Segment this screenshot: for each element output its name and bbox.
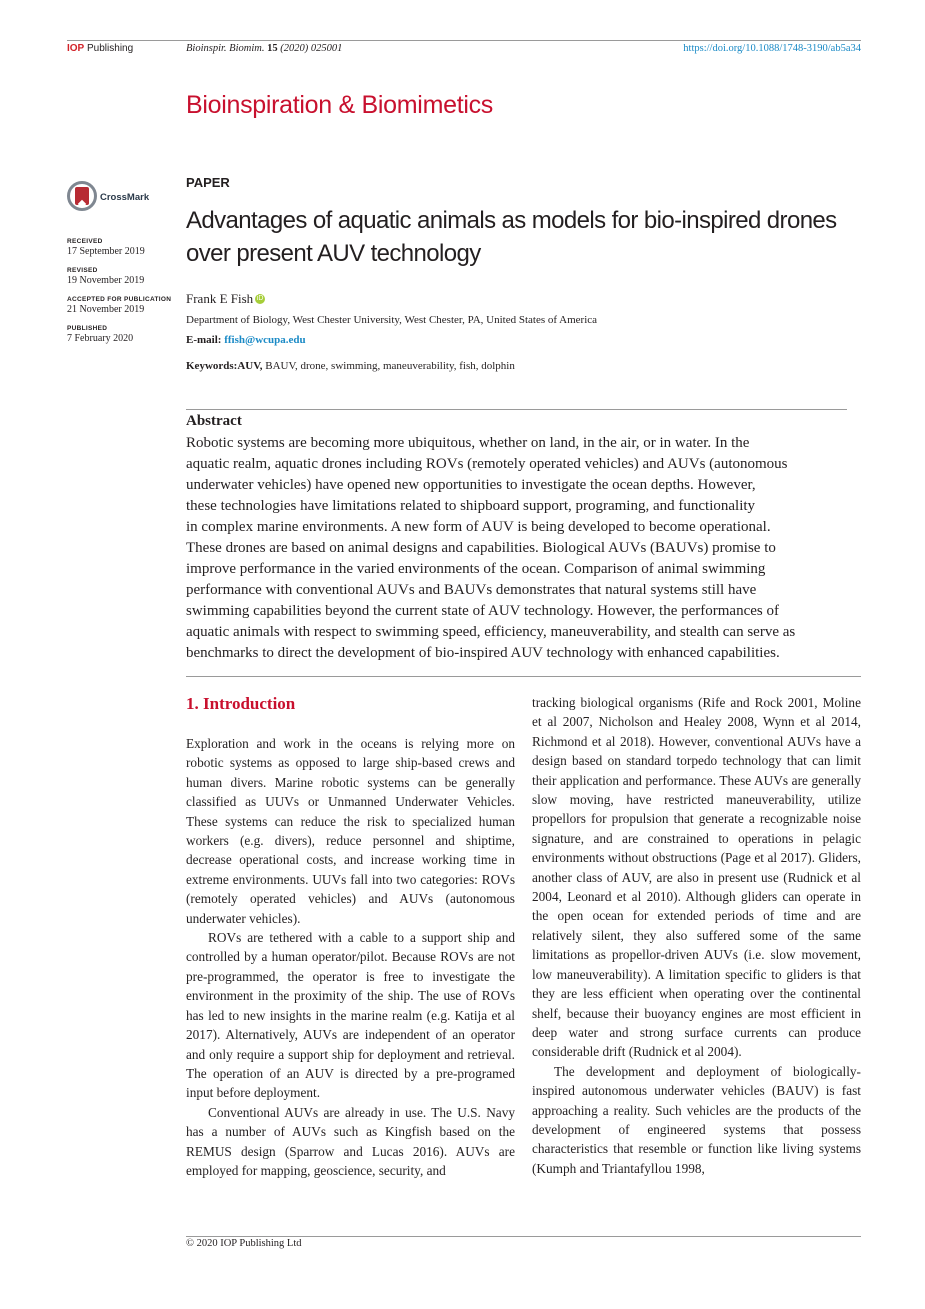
article-title: Advantages of aquatic animals as models for bio-inspired drones over present AUV technology (186, 207, 837, 267)
section-heading-introduction: 1. Introduction (186, 694, 296, 713)
publication-dates (67, 238, 177, 354)
keywords-list: BAUV, drone, swimming, maneuverability, fish, dolphin (262, 360, 515, 372)
body-column-left (186, 734, 515, 1180)
crossmark-badge[interactable] (67, 180, 150, 214)
crossmark-icon (67, 181, 97, 211)
journal-title[interactable]: Bioinspiration & Biomimetics (186, 91, 493, 119)
footer-rule (186, 1236, 861, 1237)
date-label-published: PUBLISHED (67, 325, 108, 332)
author-name: Frank E Fish (186, 291, 254, 306)
paragraph: Conventional AUVs are already in use. The U.S. Navy has a number of AUVs such as Kingfish based on the REMUS design (Sparrow and Lucas 2016). AUVs are employed for mapping, geoscience, security, and (186, 1104, 515, 1178)
abstract-line: performance with conventional AUVs and BAUVs demonstrates that natural systems still have (186, 582, 757, 598)
journal-abbrev: Bioinspir. Biomim. (186, 43, 265, 54)
author-line (186, 291, 265, 307)
abstract-line: aquatic realm, aquatic drones including ROVs (remotely operated vehicles) and AUVs (autonomous (186, 456, 788, 472)
abstract-body (186, 433, 861, 664)
abstract-line: These drones are based on animal designs and capabilities. Biological AUVs (BAUVs) promise to (186, 540, 776, 556)
orcid-icon[interactable]: iD (256, 295, 264, 302)
paragraph: tracking biological organisms (Rife and Rock 2001, Moline et al 2007, Nicholson and Healey 2008, Wynn et al 2014, Richmond et al 2018). However, conventional AUVs have a design based on standard torpedo technology that can limit their application and performance. These AUVs are generally slow moving, have restricted maneuverability, utilize propellors for propulsion that generate a recognizable noise signature, and are constrained to operations in pelagic environments without obstructions (Page et al 2017). Gliders, another class of AUV, are also in present use (Rudnick et al 2004, Leonard et al 2010). Although gliders can operate in the open ocean for extended periods of time and are relatively silent, they also suffered some of the same limitations as propellor-driven AUVs (i.e. slow movement, low maneuverability). A limitation specific to gliders is that they are less efficient when operating over the continental shelf, because their buoyancy engines are most efficient in deep water and strong surface currents can produce considerable drift (Rudnick et al 2004). (532, 695, 861, 1060)
date-value-accepted: 21 November 2019 (67, 304, 145, 315)
email-label: E-mail: (186, 334, 222, 346)
paragraph: The development and deployment of biologically-inspired autonomous underwater vehicles (BAUV) is fast approaching a reality. Such vehicles are the products of the development of engineered systems that possess characteristics that resemble or function like living systems (Kumph and Triantafyllou 1998, (532, 1063, 861, 1176)
body-column-right (532, 693, 861, 1178)
copyright: © 2020 IOP Publishing Ltd (186, 1238, 302, 1249)
date-value-published: 7 February 2020 (67, 333, 134, 344)
abstract-line: swimming capabilities beyond the current state of AUV technology. However, the performances of (186, 603, 779, 619)
keywords-label: Keywords: (186, 360, 238, 372)
abstract-line: underwater vehicles) have opened new opportunities to investigate the ocean depths. However, (186, 477, 756, 493)
date-label-accepted: ACCEPTED FOR PUBLICATION (67, 296, 172, 303)
abstract-line: these technologies have limitations related to shipboard support, programing, and functionality (186, 498, 756, 514)
journal-volume: 15 (267, 43, 278, 54)
journal-year-id: (2020) 025001 (280, 43, 343, 54)
email-line (186, 334, 306, 346)
abstract-line: aquatic animals with respect to swimming speed, efficiency, maneuverability, and stealth can serve as (186, 624, 796, 640)
paper-type-label: PAPER (186, 175, 230, 190)
affiliation: Department of Biology, West Chester University, West Chester, PA, United States of America (186, 314, 598, 326)
abstract-line: improve performance in the varied environments of the ocean. Comparison of animal swimming (186, 561, 766, 577)
publisher-mark: IOP (67, 43, 85, 54)
doi-link[interactable]: https://doi.org/10.1088/1748-3190/ab5a34 (683, 43, 861, 54)
journal-citation (186, 43, 342, 54)
paragraph: ROVs are tethered with a cable to a support ship and controlled by a human operator/pilot. Because ROVs are not pre-programmed, the operator is free to investigate the environment in the proximity of the ship. The use of ROVs has led to new insights in the marine realm (e.g. Katija et al 2017). Alternatively, AUVs are independent of an operator and only require a support ship for deployment and retrieval. The operation of an AUV is directed by a pre-programed input before deployment. (186, 930, 515, 1101)
keywords-line (186, 360, 515, 372)
publisher-text: Publishing (87, 43, 134, 54)
crossmark-label: CrossMark (100, 192, 150, 203)
abstract-line: Robotic systems are becoming more ubiquitous, whether on land, in the air, or in water. In the (186, 435, 750, 451)
keywords-first: AUV, (237, 360, 263, 372)
date-value-revised: 19 November 2019 (67, 275, 145, 286)
publisher-logo[interactable] (67, 43, 133, 54)
abstract-line: benchmarks to direct the development of bio-inspired AUV technology with enhanced capabilities. (186, 645, 780, 661)
abstract-bottom-rule (186, 676, 861, 677)
email-link[interactable]: ffish@wcupa.edu (224, 334, 306, 346)
paragraph: Exploration and work in the oceans is relying more on robotic systems as opposed to large ship-based crews and human divers. Marine robotic systems can be generally classified as UUVs or Unmanned Underwater Vehicles. These systems can reduce the risk to specialized human workers (e.g. divers), reduce personnel and shiptime, decrease operational costs, and increase working time in extreme environments. UUVs fall into two categories: ROVs (remotely operated vehicles) and AUVs (autonomous underwater vehicles). (186, 736, 515, 926)
date-value-received: 17 September 2019 (67, 246, 145, 257)
abstract-line: in complex marine environments. A new form of AUV is being developed to become operational. (186, 519, 771, 535)
abstract-top-rule (186, 409, 847, 410)
date-label-revised: REVISED (67, 267, 98, 274)
abstract-heading: Abstract (186, 413, 242, 429)
date-label-received: RECEIVED (67, 238, 103, 245)
